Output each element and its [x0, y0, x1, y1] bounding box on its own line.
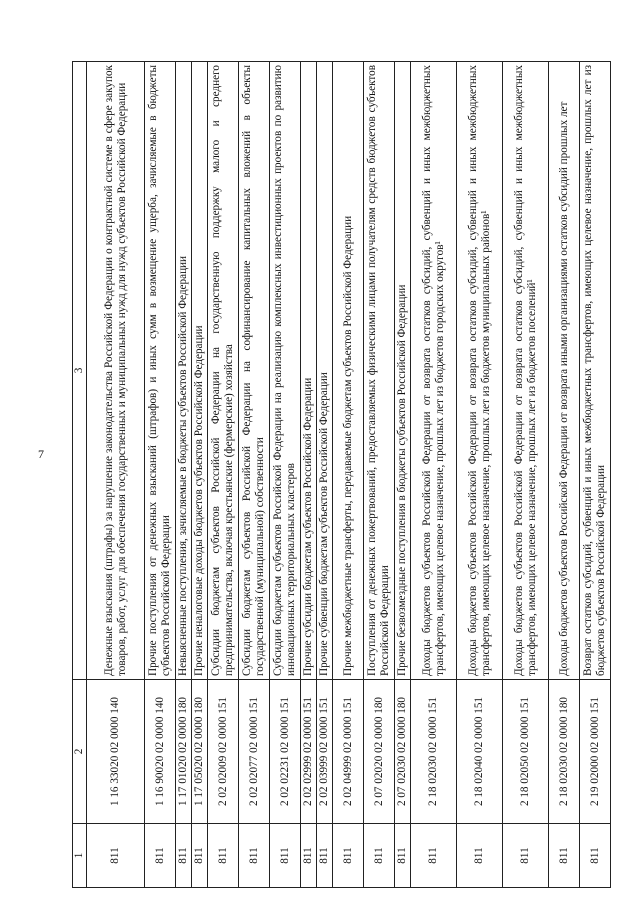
revenue-code-cell: 1 16 33020 02 0000 140	[87, 680, 145, 824]
revenue-name-cell: Денежные взыскания (штрафы) за нарушение законодательства Российской Федерации о контрактной системе в сфере закупок товаров, работ, услуг для обеспечения государственных и муниципальных нужд для нужд субъектов Российской Федерации	[87, 62, 145, 680]
table-row	[580, 62, 611, 888]
revenue-name-cell: Поступления от денежных пожертвований, предоставляемых физическими лицами получателям средств бюджетов субъектов Российской Федерации	[364, 62, 395, 680]
revenue-name-cell: Возврат остатков субсидий, субвенций и иных межбюджетных трансфертов, имеющих целевое назначение, прошлых лет из бюджетов субъектов Российской Федерации	[580, 62, 611, 680]
admin-code-cell: 811	[364, 824, 395, 888]
admin-code-cell: 811	[457, 824, 503, 888]
table-row	[333, 62, 364, 888]
revenue-code-cell: 1 17 05020 02 0000 180	[192, 680, 208, 824]
admin-code-cell: 811	[87, 824, 145, 888]
revenue-name-cell: Доходы бюджетов субъектов Российской Федерации от возврата иными организациями остатков субсидий прошлых лет	[549, 62, 580, 680]
admin-code-cell: 811	[549, 824, 580, 888]
table-row	[208, 62, 239, 888]
table-container	[72, 62, 611, 888]
revenue-code-cell: 2 18 02030 02 0000 151	[411, 680, 457, 824]
revenue-code-cell: 1 17 01020 02 0000 180	[176, 680, 192, 824]
revenue-codes-table	[72, 61, 611, 888]
revenue-code-cell: 2 02 02999 02 0000 151	[301, 680, 317, 824]
revenue-code-cell: 2 02 04999 02 0000 151	[333, 680, 364, 824]
admin-code-cell: 811	[145, 824, 176, 888]
table-row	[239, 62, 270, 888]
revenue-name-cell: Прочие безвозмездные поступления в бюджеты субъектов Российской Федерации	[395, 62, 411, 680]
revenue-code-cell: 2 02 02009 02 0000 151	[208, 680, 239, 824]
revenue-name-cell: Прочие субсидии бюджетам субъектов Российской Федерации	[301, 62, 317, 680]
table-row	[364, 62, 395, 888]
table-row	[317, 62, 333, 888]
page-number: 7	[38, 447, 44, 461]
revenue-name-cell: Субсидии бюджетам субъектов Российской Федерации на реализацию комплексных инвестиционных проектов по развитию инновационных территориальных кластеров	[270, 62, 301, 680]
revenue-code-cell: 2 18 02030 02 0000 180	[549, 680, 580, 824]
revenue-name-cell: Прочие субвенции бюджетам субъектов Российской Федерации	[317, 62, 333, 680]
table-header-row	[73, 62, 87, 888]
revenue-name-cell: Доходы бюджетов субъектов Российской Федерации от возврата остатков субсидий, субвенций и иных межбюджетных трансфертов, имеющих целевое назначение, прошлых лет из бюджетов поселений¹	[503, 62, 549, 680]
admin-code-cell: 811	[317, 824, 333, 888]
revenue-name-cell: Прочие межбюджетные трансферты, передаваемые бюджетам субъектов Российской Федерации	[333, 62, 364, 680]
admin-code-cell: 811	[301, 824, 317, 888]
admin-code-cell: 811	[192, 824, 208, 888]
header-col-1: 1	[73, 824, 87, 888]
table-row	[411, 62, 457, 888]
table-row	[176, 62, 192, 888]
revenue-name-cell: Субсидии бюджетам субъектов Российской Федерации на софинансирование капитальных вложений в объекты государственной (муниципальной) собственности	[239, 62, 270, 680]
admin-code-cell: 811	[411, 824, 457, 888]
revenue-name-cell: Субсидии бюджетам субъектов Российской Федерации на государственную поддержку малого и среднего предпринимательства, включая крестьянские (фермерские) хозяйства	[208, 62, 239, 680]
admin-code-cell: 811	[333, 824, 364, 888]
revenue-name-cell: Доходы бюджетов субъектов Российской Федерации от возврата остатков субсидий, субвенций и иных межбюджетных трансфертов, имеющих целевое назначение, прошлых лет из бюджетов городских округов¹	[411, 62, 457, 680]
revenue-name-cell: Прочие поступления от денежных взысканий (штрафов) и иных сумм в возмещение ущерба, зачисляемые в бюджеты субъектов Российской Федерации	[145, 62, 176, 680]
table-row	[270, 62, 301, 888]
admin-code-cell: 811	[270, 824, 301, 888]
revenue-name-cell: Невыясненные поступления, зачисляемые в бюджеты субъектов Российской Федерации	[176, 62, 192, 680]
table-row	[503, 62, 549, 888]
admin-code-cell: 811	[176, 824, 192, 888]
table-row	[87, 62, 145, 888]
header-col-2: 2	[73, 680, 87, 824]
admin-code-cell: 811	[580, 824, 611, 888]
admin-code-cell: 811	[239, 824, 270, 888]
table-row	[457, 62, 503, 888]
revenue-code-cell: 2 07 02020 02 0000 180	[364, 680, 395, 824]
revenue-code-cell: 2 02 02231 02 0000 151	[270, 680, 301, 824]
table-row	[301, 62, 317, 888]
admin-code-cell: 811	[395, 824, 411, 888]
table-row	[192, 62, 208, 888]
revenue-code-cell: 2 02 02077 02 0000 151	[239, 680, 270, 824]
table-row	[395, 62, 411, 888]
admin-code-cell: 811	[208, 824, 239, 888]
revenue-code-cell: 1 16 90020 02 0000 140	[145, 680, 176, 824]
revenue-name-cell: Прочие неналоговые доходы бюджетов субъектов Российской Федерации	[192, 62, 208, 680]
header-col-3: 3	[73, 62, 87, 680]
revenue-name-cell: Доходы бюджетов субъектов Российской Федерации от возврата остатков субсидий, субвенций и иных межбюджетных трансфертов, имеющих целевое назначение, прошлых лет из бюджетов муниципальных районов¹	[457, 62, 503, 680]
admin-code-cell: 811	[503, 824, 549, 888]
revenue-code-cell: 2 18 02040 02 0000 151	[457, 680, 503, 824]
revenue-code-cell: 2 02 03999 02 0000 151	[317, 680, 333, 824]
revenue-code-cell: 2 07 02030 02 0000 180	[395, 680, 411, 824]
table-row	[145, 62, 176, 888]
table-row	[549, 62, 580, 888]
revenue-code-cell: 2 19 02000 02 0000 151	[580, 680, 611, 824]
revenue-code-cell: 2 18 02050 02 0000 151	[503, 680, 549, 824]
